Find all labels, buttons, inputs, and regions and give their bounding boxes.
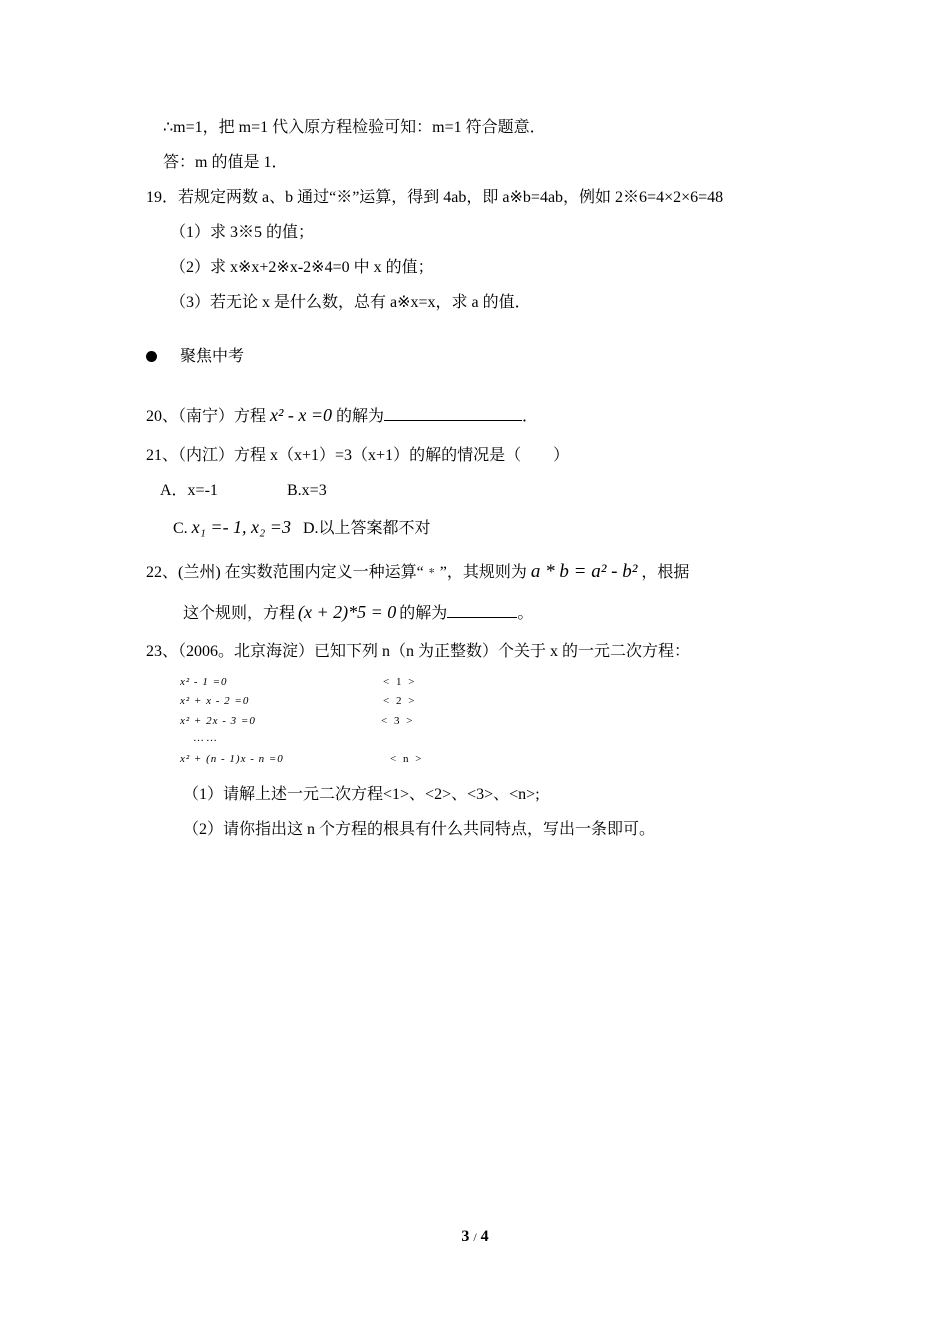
page-number: 3 [461,1228,470,1245]
question-20 [146,405,538,427]
question-21-option-c [173,517,431,539]
equation-1-label: < 1 > [383,676,417,688]
question-22-tail: ，根据 [641,564,690,581]
equation-n: x² + (n - 1)x - n =0 [180,753,284,765]
question-21-option-a: A．x=-1 [160,482,218,499]
question-22 [146,562,689,583]
equation-2-label: < 2 > [383,695,417,707]
equation-2: x² + x - 2 =0 [180,695,250,707]
question-22-l2-text: 这个规则，方程 [183,605,296,622]
bullet-icon [146,351,157,362]
question-19-part-2: （2）求 x※x+2※x-2※4=0 中 x 的值； [170,259,434,276]
section-heading: 聚焦中考 [180,348,245,365]
question-20-equation: x² - x =0 [270,405,333,425]
question-22-l2-tail: 的解为 [399,605,448,622]
question-20-tail: 的解为 [336,408,385,425]
answer-blank[interactable] [447,602,517,618]
question-22-text: 22、(兰州) 在实数范围内定义一种运算“﹡”，其规则为 [146,564,527,581]
question-21-option-b: B.x=3 [287,482,327,499]
question-22-rule: a * b = a² - b² [530,561,638,582]
equation-n-label: < n > [390,753,424,765]
equation-3: x² + 2x - 3 =0 [180,715,256,727]
question-19-part-3: （3）若无论 x 是什么数，总有 a※x=x，求 a 的值． [170,294,531,311]
question-23-part-1: （1）请解上述一元二次方程<1>、<2>、<3>、<n>; [183,786,540,803]
question-22-line-2 [183,602,533,624]
question-22-equation: (x + 2)*5 = 0 [298,602,397,622]
page-footer [0,1228,950,1246]
page-total: 4 [480,1228,489,1245]
question-23: 23、（2006。北京海淀）已知下列 n（n 为正整数）个关于 x 的一元二次方程： [146,643,691,660]
answer-blank[interactable] [384,405,522,421]
option-c-label: C. [173,520,188,537]
question-19-part-1: （1）求 3※5 的值； [170,224,315,241]
equation-ellipsis: …… [193,732,219,744]
question-23-part-2: （2）请你指出这 n 个方程的根具有什么共同特点，写出一条即可。 [183,821,656,838]
question-20-end: ． [522,408,539,425]
question-21-option-d: D.以上答案都不对 [302,520,431,537]
option-c-equation: x₁ =- 1, x₂ =3 [191,517,291,537]
question-22-l2-end: 。 [517,605,534,622]
question-20-text: 20、（南宁）方程 [146,408,267,425]
equation-1: x² - 1 =0 [180,676,228,688]
page-separator: / [473,1230,477,1244]
question-19: 19．若规定两数 a、b 通过“※”运算，得到 4ab，即 a※b=4ab，例如 2※6=4×2×6=48 [146,189,724,206]
line-conclusion: ∴m=1，把 m=1 代入原方程检验可知：m=1 符合题意． [163,119,546,136]
equation-3-label: < 3 > [381,715,415,727]
question-21: 21、（内江）方程 x（x+1）=3（x+1）的解的情况是（ ） [146,447,570,464]
line-answer: 答：m 的值是 1． [163,154,288,171]
